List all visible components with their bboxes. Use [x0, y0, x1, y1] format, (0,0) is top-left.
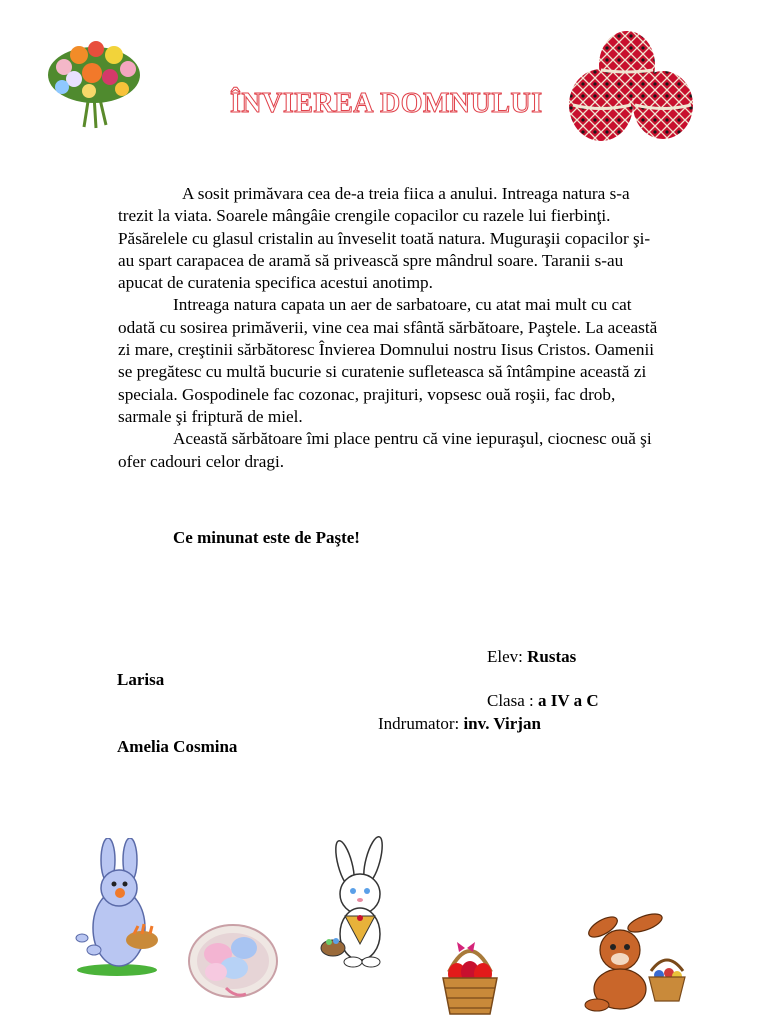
student-line: Elev: Rustas — [487, 647, 577, 666]
paragraph-2: Intreaga natura capata un aer de sarbatoare, cu atat mai mult cu cat odată cu sosirea primăverii, vine cea mai sfântă sărbătoare, Paştele. La această zi mare, creştinii sărbătoresc Învierea Domnului nostru Iisus Cristos. Oamenii se pregătesc cu multă bucurie si curatenie sufleteasca să întâmpine această zi speciala. Gospodinele fac cozonac, prajituri, vopsesc ouă roşii, fac drob, sarmale şi friptură de miel. — [118, 295, 658, 426]
class-line: Clasa : a IV a C — [487, 691, 599, 710]
egg-basket-icon — [435, 930, 505, 1018]
teacher-line: Indrumator: inv. Virjan — [378, 714, 541, 733]
flower-bouquet-icon — [44, 35, 144, 130]
essay-body — [118, 183, 658, 473]
page-title: ÎNVIEREA DOMNULUI — [230, 88, 543, 119]
bunny-icon — [72, 838, 167, 978]
bunny-basket-icon — [315, 836, 405, 971]
easter-eggs-icon — [565, 30, 700, 145]
teacher-last-name: Amelia Cosmina — [117, 737, 238, 756]
student-last-name: Larisa — [117, 670, 165, 689]
brown-bunny-icon — [575, 905, 695, 1015]
paragraph-3: Această sărbătoare îmi place pentru că vine iepuraşul, ciocnesc ouă şi ofer cadouri celor dragi. — [118, 429, 652, 471]
egg-nest-icon — [186, 916, 281, 1004]
closing-line: Ce minunat este de Paşte! — [173, 528, 360, 547]
paragraph-1: A sosit primăvara cea de-a treia fiica a anului. Intreaga natura s-a trezit la viata. Soarele mângâie crengile copacilor cu razele lui fierbinţi. Păsărelele cu glasul cristalin au înveselit toată natura. Muguraşii copacilor şi-au spart carapacea de aramă să privească spre mândrul soare. Taranii s-au apucat de curatenia specifica acestui anotimp. — [118, 184, 651, 293]
